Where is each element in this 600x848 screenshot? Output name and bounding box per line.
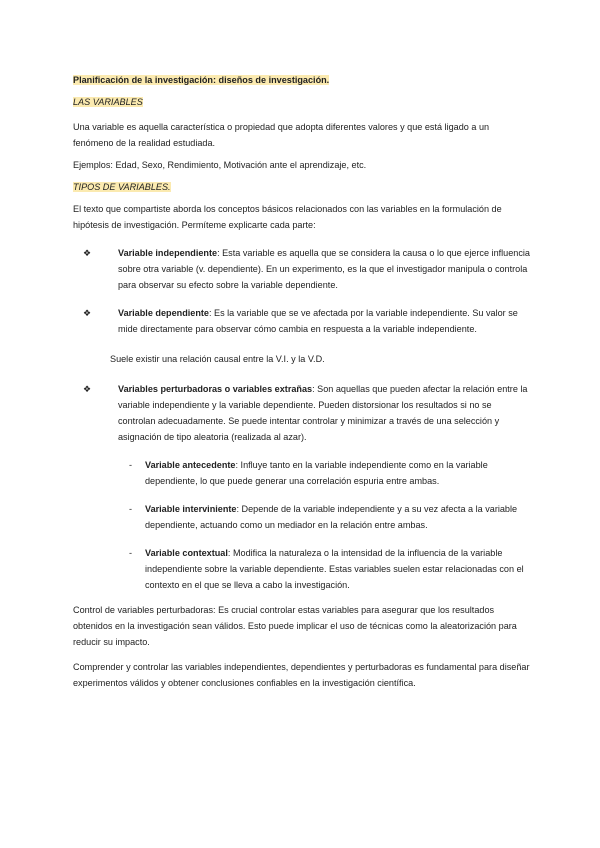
bullet-confounding [83, 381, 530, 445]
causal-note: Suele existir una relación causal entre la V.I. y la V.D. [110, 354, 325, 364]
text-intervening: : Depende de la variable independiente y a su vez afecta a la variable dependiente, actuando como un mediador en la relación entre ambas. [145, 504, 518, 530]
bullet-independent [83, 245, 530, 293]
diamond-bullet-icon: ❖ [83, 384, 92, 394]
definition-paragraph: Una variable es aquella característica o propiedad que adopta diferentes valores y que está ligado a un fenómeno de la realidad estudiada. [73, 122, 490, 148]
diamond-bullet-icon: ❖ [83, 248, 92, 258]
document-title: Planificación de la investigación: diseños de investigación. [73, 75, 330, 85]
examples-paragraph: Ejemplos: Edad, Sexo, Rendimiento, Motivación ante el aprendizaje, etc. [73, 160, 367, 170]
bullet-dependent [83, 305, 530, 337]
term-independent: Variable independiente [118, 248, 218, 258]
sub-item-antecedent [73, 457, 530, 489]
text-antecedent: : Influye tanto en la variable independiente como en la variable dependiente, lo que puede generar una correlación espuria entre ambas. [145, 460, 488, 486]
term-contextual: Variable contextual [145, 548, 228, 558]
dash-bullet-icon: - [129, 460, 133, 470]
section-heading-variables: LAS VARIABLES [73, 97, 143, 107]
intro-paragraph: El texto que compartiste aborda los conceptos básicos relacionados con las variables en la formulación de hipótesis de investigación. Permíteme explicarte cada parte: [73, 204, 502, 230]
control-paragraph: Control de variables perturbadoras: Es crucial controlar estas variables para asegurar que los resultados obtenidos en la investigación sean válidos. Esto puede implicar el uso de técnicas como la aleatorización para reducir su impacto. [73, 605, 517, 647]
term-confounding: Variables perturbadoras o variables extrañas [118, 384, 313, 394]
dash-bullet-icon: - [129, 504, 133, 514]
text-contextual: : Modifica la naturaleza o la intensidad de la influencia de la variable independiente sobre la variable dependiente. Estas variables suelen estar relacionadas con el contexto en el que se lleva a cabo la investigación. [145, 548, 524, 590]
text-confounding: : Son aquellas que pueden afectar la relación entre la variable independiente y la variable dependiente. Pueden distorsionar los resultados si no se controlan adecuadamente. Se puede intentar controlar y minimizar a través de una selección y asignación de tipo aleatoria (realizada al azar). [118, 384, 528, 442]
dash-bullet-icon: - [129, 548, 133, 558]
diamond-bullet-icon: ❖ [83, 308, 92, 318]
sub-item-intervening [73, 501, 530, 533]
text-dependent: : Es la variable que se ve afectada por la variable independiente. Su valor se mide directamente para observar cómo cambia en respuesta a la variable independiente. [118, 308, 518, 334]
term-antecedent: Variable antecedente [145, 460, 236, 470]
conclusion-paragraph: Comprender y controlar las variables independientes, dependientes y perturbadoras es fundamental para diseñar experimentos válidos y obtener conclusiones confiables en la investigación científica. [73, 662, 530, 688]
sub-item-contextual [73, 545, 530, 593]
section-heading-types: TIPOS DE VARIABLES. [73, 182, 171, 192]
term-dependent: Variable dependiente [118, 308, 209, 318]
term-intervening: Variable interviniente [145, 504, 237, 514]
text-independent: : Esta variable es aquella que se considera la causa o lo que ejerce influencia sobre otra variable (v. dependiente). En un experimento, es la que el investigador manipula o controla para observar su efecto sobre la variable dependiente. [118, 248, 530, 290]
